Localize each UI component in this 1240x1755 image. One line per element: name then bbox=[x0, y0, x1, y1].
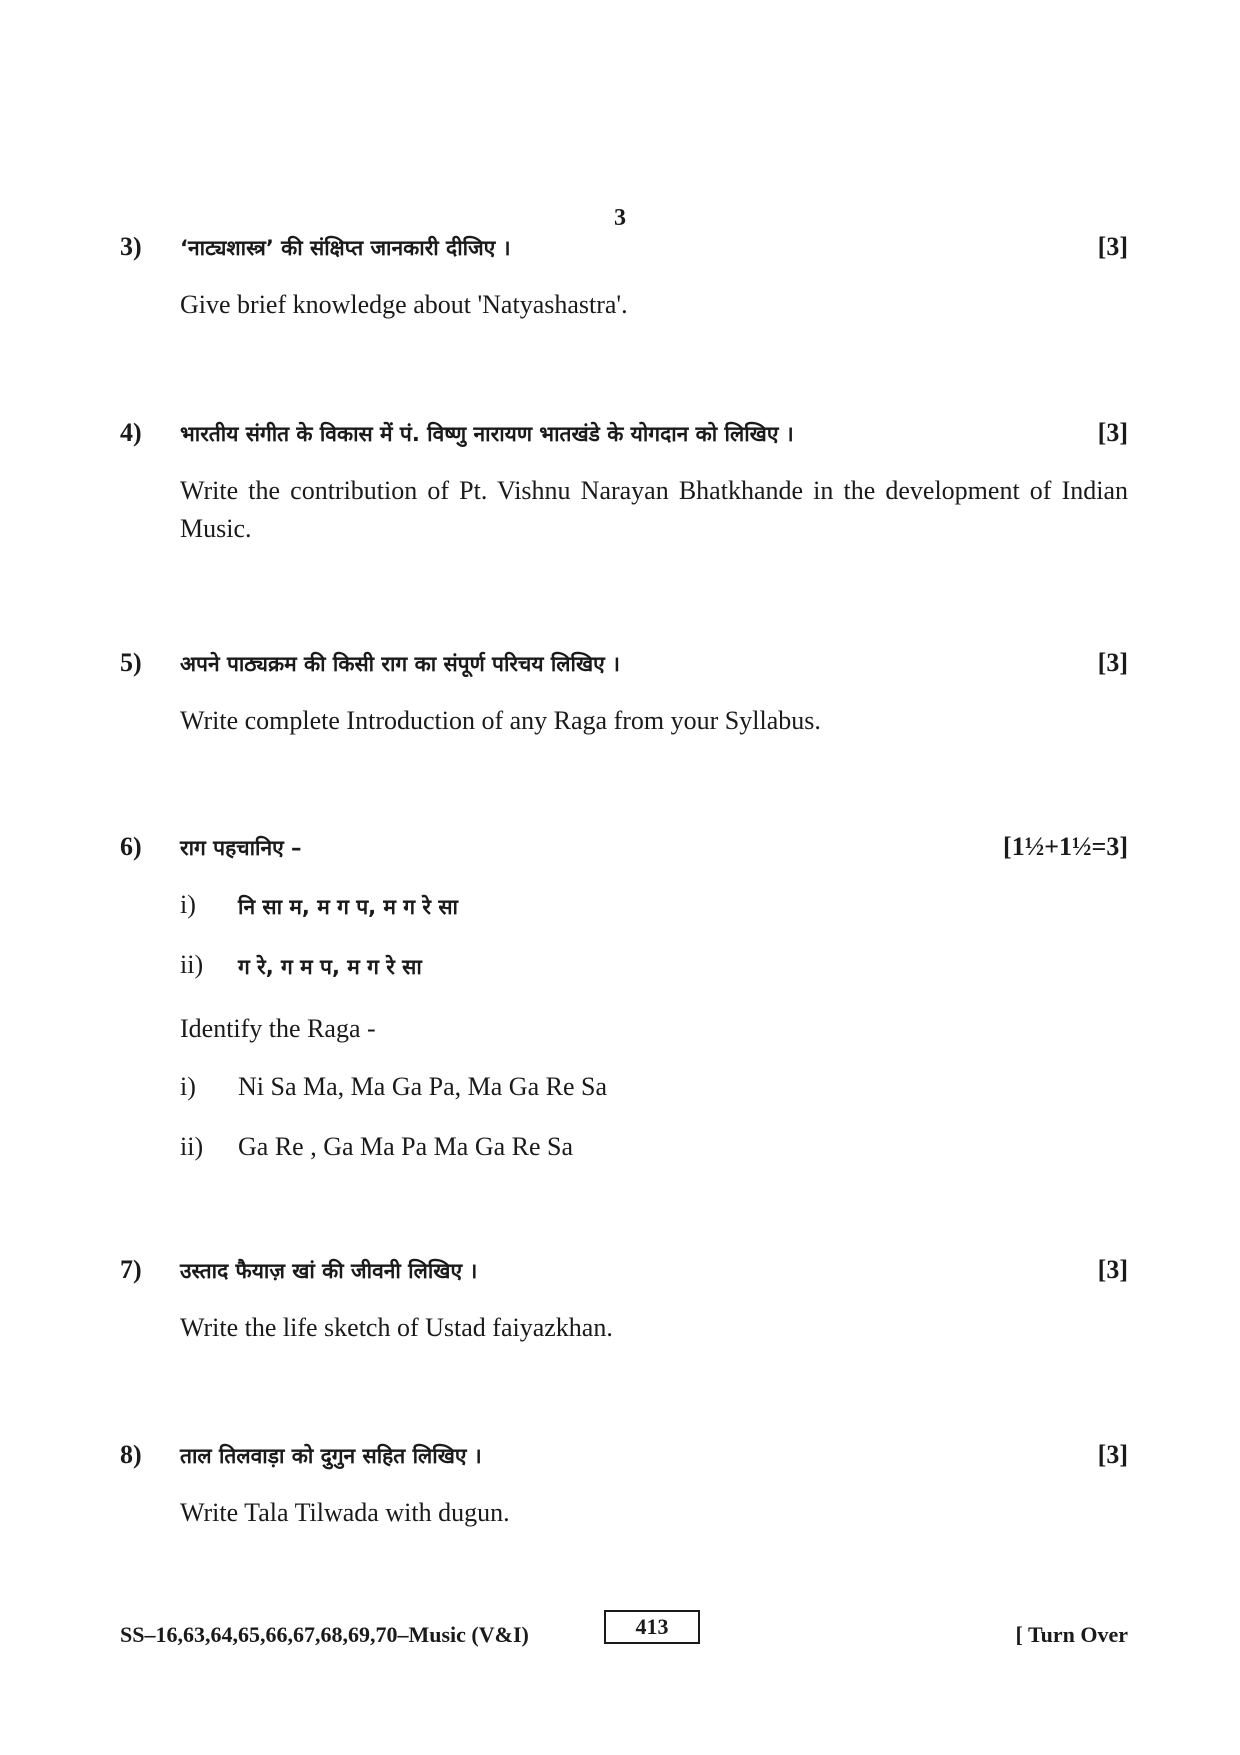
question-marks: [3] bbox=[1097, 1255, 1128, 1284]
question-number: 3) bbox=[120, 232, 142, 261]
question-english: Write the contribution of Pt. Vishnu Narayan Bhatkhande in the development of Indian Music. bbox=[180, 476, 1128, 543]
question-7 bbox=[0, 1255, 1240, 1347]
question-number: 8) bbox=[120, 1440, 142, 1469]
question-marks: [3] bbox=[1097, 1440, 1128, 1469]
question-hindi: राग पहचानिए – bbox=[180, 836, 302, 860]
turn-over-label: [ Turn Over bbox=[1015, 1622, 1128, 1647]
hindi-item bbox=[0, 950, 1240, 988]
question-english: Write the life sketch of Ustad faiyazkhan. bbox=[180, 1313, 613, 1342]
paper-code: SS–16,63,64,65,66,67,68,69,70–Music (V&I) bbox=[120, 1622, 529, 1647]
question-hindi: ताल तिलवाड़ा को दुगुन सहित लिखिए । bbox=[180, 1444, 482, 1468]
question-4 bbox=[0, 418, 1240, 548]
question-5 bbox=[0, 648, 1240, 740]
question-english: Give brief knowledge about 'Natyashastra'. bbox=[180, 290, 628, 319]
notation-text: Ga Re , Ga Ma Pa Ma Ga Re Sa bbox=[238, 1132, 574, 1161]
question-number: 5) bbox=[120, 648, 142, 677]
item-roman: ii) bbox=[180, 1132, 204, 1161]
english-item bbox=[0, 1072, 1240, 1110]
notation-text: ग रे, ग म प, म ग रे सा bbox=[238, 955, 422, 979]
english-item bbox=[0, 1132, 1240, 1170]
question-hindi: अपने पाठ्यक्रम की किसी राग का संपूर्ण परिचय लिखिए । bbox=[180, 652, 621, 676]
notation-text: नि सा म, म ग प, म ग रे सा bbox=[238, 895, 458, 919]
question-marks: [3] bbox=[1097, 418, 1128, 447]
item-roman: ii) bbox=[180, 950, 204, 979]
question-number: 4) bbox=[120, 418, 142, 447]
question-marks: [3] bbox=[1097, 232, 1128, 261]
item-roman: i) bbox=[180, 1072, 196, 1101]
question-8 bbox=[0, 1440, 1240, 1532]
hindi-item bbox=[0, 890, 1240, 928]
question-english: Write Tala Tilwada with dugun. bbox=[180, 1498, 510, 1527]
question-hindi: उस्ताद फैयाज़ खां की जीवनी लिखिए । bbox=[180, 1259, 478, 1283]
question-number: 6) bbox=[120, 832, 142, 861]
page-number: 3 bbox=[614, 205, 626, 231]
question-english: Write complete Introduction of any Raga from your Syllabus. bbox=[180, 706, 821, 735]
question-3 bbox=[0, 232, 1240, 324]
question-hindi: भारतीय संगीत के विकास में पं. विष्णु नारायण भातखंडे के योगदान को लिखिए । bbox=[180, 422, 794, 446]
question-6 bbox=[0, 832, 1240, 1170]
question-hindi: ‘नाट्यशास्त्र’ की संक्षिप्त जानकारी दीजिए । bbox=[180, 236, 511, 260]
question-number: 7) bbox=[120, 1255, 142, 1284]
question-marks: [1½+1½=3] bbox=[1003, 832, 1128, 861]
question-marks: [3] bbox=[1097, 648, 1128, 677]
notation-text: Ni Sa Ma, Ma Ga Pa, Ma Ga Re Sa bbox=[238, 1072, 607, 1101]
question-english: Identify the Raga - bbox=[180, 1014, 376, 1043]
item-roman: i) bbox=[180, 890, 196, 919]
paper-number-box: 413 bbox=[604, 1610, 700, 1644]
